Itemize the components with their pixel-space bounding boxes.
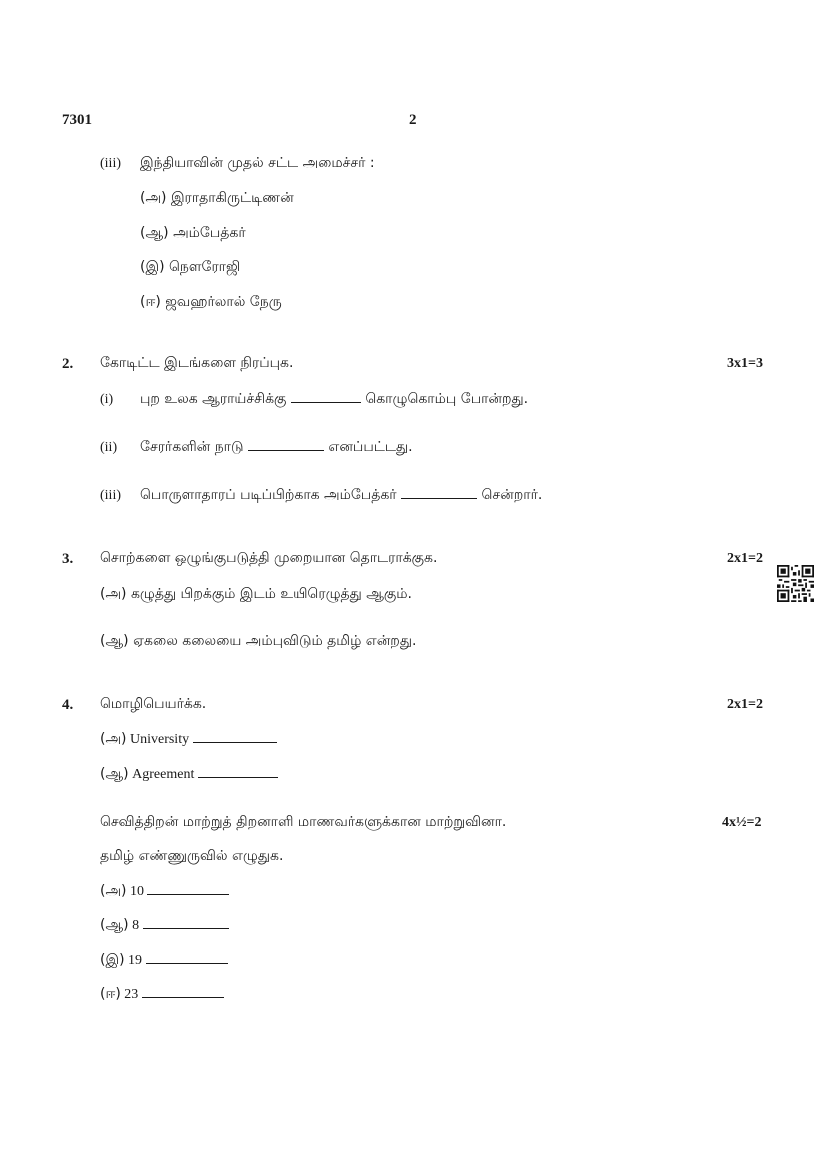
alt-item-b [100,918,229,933]
option-text: இராதாகிருட்டிணன் [170,190,294,206]
item-label: (அ) [100,883,127,899]
q4-item-a [100,732,277,747]
item-text: ஏகலை கலையை அம்புவிடும் தமிழ் என்றது. [133,633,417,649]
item-label: (ஆ) [100,766,129,782]
option-label: (அ) [140,190,167,206]
item-text: Agreement [132,767,195,782]
item-text: கழுத்து பிறக்கும் இடம் உயிரெழுத்து ஆகும். [130,586,413,602]
option-label: (இ) [140,259,165,275]
option-label: (ஆ) [140,225,169,241]
q2-i-after: கொழுகொம்பு போன்றது. [365,391,529,407]
q4-text: மொழிபெயர்க்க. [100,696,207,712]
item-label: (அ) [100,586,127,602]
item-label: (இ) [100,952,125,968]
item-text: 10 [129,884,144,899]
fill-blank [146,962,228,964]
q2-iii-after: சென்றார். [481,487,543,503]
paper-code: 7301 [62,112,92,128]
fill-blank [401,497,477,499]
q3-item-b [100,634,416,648]
fill-blank [143,927,229,929]
fill-blank [193,741,277,743]
q1-option-b [140,226,246,240]
q2-text: கோடிட்ட இடங்களை நிரப்புக. [100,355,294,371]
fill-blank [147,893,229,895]
qr-code-icon [777,565,814,602]
item-text: 8 [132,918,140,933]
q3-marks: 2x1=2 [727,551,763,566]
q3-item-a [100,587,412,601]
alt-item-d [100,987,224,1002]
q3-number: 3. [62,551,74,567]
q4-item-b [100,767,278,782]
q2-iii-label: (iii) [100,488,121,503]
q2-iii-text [140,488,542,502]
q2-ii-before: சேரர்களின் நாடு [140,439,244,455]
item-label: (ஈ) [100,986,121,1002]
option-text: ஜவஹர்லால் நேரு [165,294,282,310]
fill-blank [142,996,224,998]
q1-iii-label: (iii) [100,156,121,171]
q4-marks: 2x1=2 [727,697,763,712]
q3-text: சொற்களை ஒழுங்குபடுத்தி முறையான தொடராக்குக. [100,550,438,566]
q2-iii-before: பொருளாதாரப் படிப்பிற்காக அம்பேத்கர் [140,487,397,503]
fill-blank [248,449,324,451]
alt-question-text: செவித்திறன் மாற்றுத் திறனாளி மாணவர்களுக்கான மாற்றுவினா. [100,814,507,830]
option-text: நௌரோஜி [169,259,241,275]
alt-item-a [100,884,229,899]
alt-item-c [100,953,228,968]
q1-option-a [140,191,294,205]
q2-number: 2. [62,356,74,372]
item-text: 23 [124,987,139,1002]
item-text: 19 [128,953,143,968]
fill-blank [198,776,278,778]
alt-subtext: தமிழ் எண்ணுருவில் எழுதுக. [100,848,284,864]
alt-marks: 4x½=2 [722,815,762,830]
option-label: (ஈ) [140,294,161,310]
q1-option-d [140,295,282,309]
page-number: 2 [409,112,417,128]
q2-ii-text [140,440,413,454]
q4-number: 4. [62,697,74,713]
fill-blank [291,401,361,403]
q2-ii-after: எனப்பட்டது. [328,439,413,455]
q2-i-label: (i) [100,392,114,407]
q2-i-text [140,392,528,406]
item-label: (ஆ) [100,917,129,933]
q2-ii-label: (ii) [100,440,118,455]
q2-i-before: புற உலக ஆராய்ச்சிக்கு [140,391,287,407]
q1-iii-text: இந்தியாவின் முதல் சட்ட அமைச்சர் : [140,155,375,171]
item-label: (ஆ) [100,633,129,649]
option-text: அம்பேத்கர் [173,225,246,241]
q2-marks: 3x1=3 [727,356,763,371]
item-label: (அ) [100,731,127,747]
q1-option-c [140,260,240,274]
item-text: University [129,732,190,747]
